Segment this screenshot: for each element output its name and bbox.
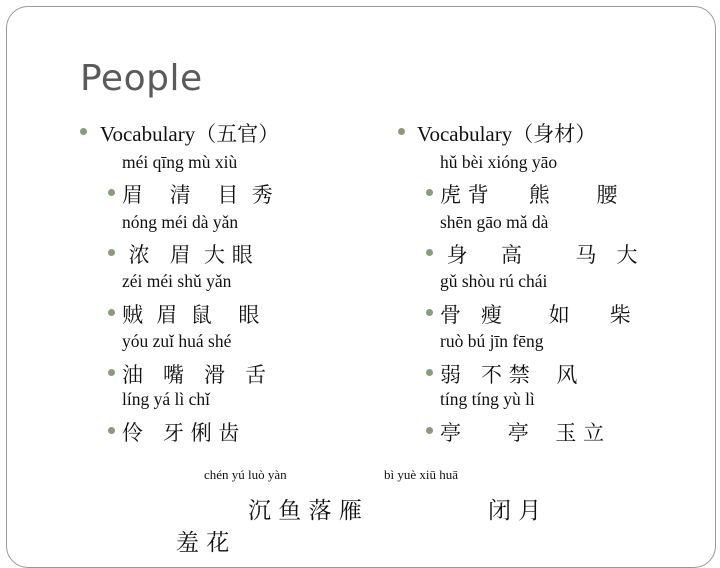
bullet-dot [426, 427, 433, 434]
bullet-dot [80, 128, 87, 135]
bottom-chars-cut: 羞 花 [176, 530, 230, 556]
bullet-dot [108, 189, 115, 196]
right-item-1-chars: 虎 背 熊 腰 [440, 183, 618, 207]
left-item-1-pinyin: méi qīng mù xiù [122, 152, 238, 172]
bottom-chars-left: 沉 鱼 落 雁 [248, 498, 362, 524]
right-item-3-pinyin: gǔ shòu rú chái [440, 271, 548, 291]
left-item-3-pinyin: zéi méi shǔ yǎn [122, 271, 232, 291]
bullet-dot [108, 369, 115, 376]
left-item-4-pinyin: yóu zuǐ huá shé [122, 331, 232, 351]
bullet-dot [108, 249, 115, 256]
right-item-2-chars: 身 高 马 大 [440, 243, 638, 267]
bullet-dot [426, 369, 433, 376]
left-item-2-pinyin: nóng méi dà yǎn [122, 212, 239, 232]
bullet-dot [426, 189, 433, 196]
bullet-dot [426, 249, 433, 256]
bullet-dot [398, 128, 405, 135]
right-item-5-chars: 亭 亭 玉 立 [440, 421, 605, 445]
right-heading: Vocabulary（身材） [417, 122, 597, 146]
bullet-dot [108, 309, 115, 316]
right-item-5-pinyin: tíng tíng yù lì [440, 389, 535, 409]
left-item-3-chars: 贼 眉 鼠 眼 [122, 303, 260, 327]
bottom-pinyin-right: bì yuè xiū huā [384, 467, 459, 482]
right-item-3-chars: 骨 瘦 如 柴 [440, 303, 631, 327]
bullet-dot [426, 309, 433, 316]
left-item-2-chars: 浓 眉 大 眼 [122, 243, 253, 267]
right-item-4-chars: 弱 不 禁 风 [440, 363, 578, 387]
bullet-dot [108, 427, 115, 434]
right-item-2-pinyin: shēn gāo mǎ dà [440, 212, 549, 232]
bottom-chars-right: 闭 月 [488, 498, 542, 524]
right-item-4-pinyin: ruò bú jīn fēng [440, 331, 544, 351]
bottom-pinyin-left: chén yú luò yàn [204, 467, 287, 482]
left-item-4-chars: 油 嘴 滑 舌 [122, 363, 267, 387]
left-heading: Vocabulary（五官） [100, 122, 280, 146]
left-item-5-pinyin: líng yá lì chǐ [122, 389, 210, 409]
left-item-1-chars: 眉 清 目 秀 [122, 183, 273, 207]
right-item-1-pinyin: hǔ bèi xióng yāo [440, 152, 558, 172]
slide-title: People [80, 58, 203, 99]
left-item-5-chars: 伶 牙 俐 齿 [122, 421, 240, 445]
